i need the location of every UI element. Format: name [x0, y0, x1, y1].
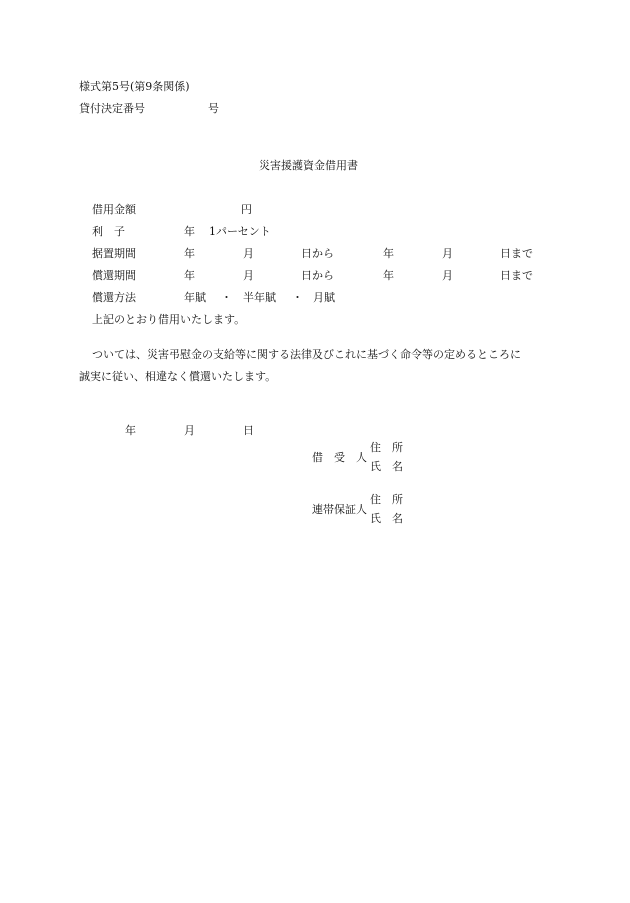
- guarantor-name-label: 氏 名: [370, 512, 403, 525]
- amount-label: 借用金額: [92, 203, 136, 216]
- date-day: 日: [243, 424, 254, 437]
- repayment-start-day: 日から: [301, 269, 334, 282]
- borrower-name-label: 氏 名: [370, 460, 403, 473]
- document-title: 災害援護資金借用書: [259, 159, 358, 172]
- form-number: 様式第5号(第9条関係): [79, 80, 190, 93]
- repay-statement-line2: 誠実に従い、相違なく償還いたします。: [79, 370, 277, 383]
- guarantor-address-label: 住 所: [370, 493, 403, 506]
- method-separator: ・: [221, 291, 232, 304]
- guarantor-label: 連帯保証人: [312, 503, 367, 516]
- repay-statement-line1: ついては、災害弔慰金の支給等に関する法律及びこれに基づく命令等の定めるところに: [92, 348, 521, 361]
- repayment-start-year: 年: [184, 269, 195, 282]
- date-month: 月: [184, 424, 195, 437]
- borrow-statement: 上記のとおり借用いたします。: [92, 313, 246, 326]
- borrower-address-label: 住 所: [370, 441, 403, 454]
- repayment-end-month: 月: [442, 269, 453, 282]
- repayment-method-label: 償還方法: [92, 291, 136, 304]
- decision-number-label: 貸付決定番号: [79, 102, 145, 115]
- borrower-label: 借 受 人: [312, 451, 367, 464]
- repayment-end-year: 年: [383, 269, 394, 282]
- interest-label: 利 子: [92, 225, 125, 238]
- decision-number-suffix: 号: [208, 102, 219, 115]
- grace-start-year: 年: [184, 247, 195, 260]
- repayment-start-month: 月: [243, 269, 254, 282]
- interest-year: 年: [184, 225, 195, 238]
- grace-end-day: 日まで: [500, 247, 533, 260]
- method-separator: ・: [292, 291, 303, 304]
- repayment-end-day: 日まで: [500, 269, 533, 282]
- date-year: 年: [125, 424, 136, 437]
- amount-unit: 円: [241, 203, 252, 216]
- grace-period-label: 据置期間: [92, 247, 136, 260]
- method-monthly: 月賦: [313, 291, 335, 304]
- grace-start-day: 日から: [301, 247, 334, 260]
- method-annual: 年賦: [184, 291, 206, 304]
- interest-rate: 1パーセント: [209, 225, 271, 238]
- grace-end-year: 年: [383, 247, 394, 260]
- grace-start-month: 月: [243, 247, 254, 260]
- method-semiannual: 半年賦: [243, 291, 276, 304]
- grace-end-month: 月: [442, 247, 453, 260]
- repayment-period-label: 償還期間: [92, 269, 136, 282]
